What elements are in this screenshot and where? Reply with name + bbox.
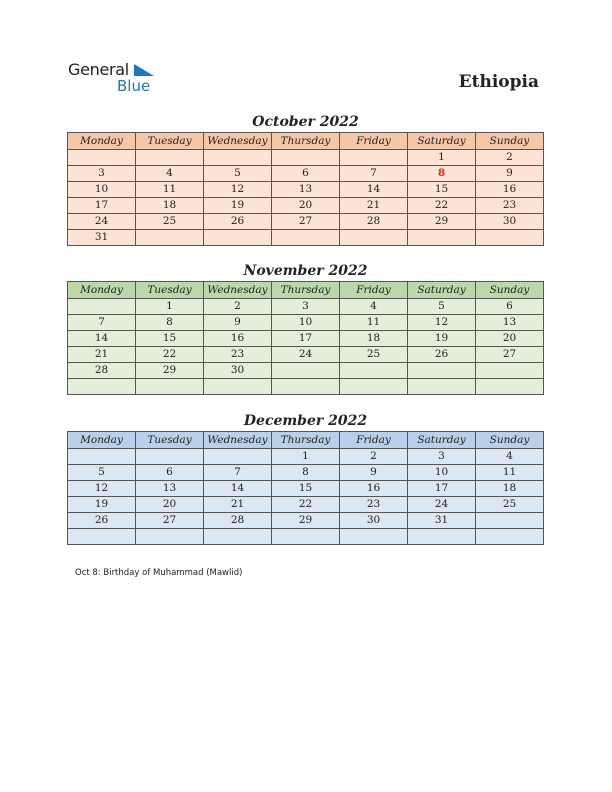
weekday-header-monday: Monday <box>68 432 136 449</box>
day-cell <box>68 150 136 166</box>
month-title: December 2022 <box>243 413 368 429</box>
day-cell: 4 <box>476 449 544 465</box>
week-row <box>68 198 544 214</box>
day-cell: 22 <box>136 347 204 363</box>
week-row <box>68 363 544 379</box>
day-cell: 29 <box>272 513 340 529</box>
weekday-header-monday: Monday <box>68 282 136 299</box>
day-cell: 1 <box>272 449 340 465</box>
day-cell <box>476 363 544 379</box>
weekday-header-wednesday: Wednesday <box>204 432 272 449</box>
calendar-table <box>67 431 544 545</box>
country-title: Ethiopia <box>458 72 539 92</box>
day-cell: 10 <box>408 465 476 481</box>
week-row <box>68 331 544 347</box>
day-cell: 31 <box>408 513 476 529</box>
day-cell: 18 <box>476 481 544 497</box>
day-cell: 11 <box>476 465 544 481</box>
day-cell: 6 <box>136 465 204 481</box>
day-cell <box>272 529 340 545</box>
day-cell: 10 <box>272 315 340 331</box>
day-cell: 6 <box>476 299 544 315</box>
week-row <box>68 230 544 246</box>
weekday-header-row <box>68 432 544 449</box>
day-cell <box>204 379 272 395</box>
day-cell: 27 <box>136 513 204 529</box>
day-cell: 21 <box>68 347 136 363</box>
day-cell <box>408 529 476 545</box>
day-cell <box>136 379 204 395</box>
day-cell: 9 <box>476 166 544 182</box>
day-cell: 6 <box>272 166 340 182</box>
day-cell: 16 <box>476 182 544 198</box>
weekday-header-monday: Monday <box>68 133 136 150</box>
day-cell: 25 <box>476 497 544 513</box>
day-cell: 19 <box>204 198 272 214</box>
weekday-header-sunday: Sunday <box>476 133 544 150</box>
day-cell: 20 <box>272 198 340 214</box>
month-october <box>67 112 544 246</box>
day-cell <box>476 529 544 545</box>
day-cell: 13 <box>272 182 340 198</box>
week-row <box>68 379 544 395</box>
day-cell: 14 <box>340 182 408 198</box>
weekday-header-row <box>68 133 544 150</box>
day-cell: 28 <box>204 513 272 529</box>
weekday-header-sunday: Sunday <box>476 432 544 449</box>
weekday-header-thursday: Thursday <box>272 432 340 449</box>
day-cell: 20 <box>136 497 204 513</box>
holiday-notes <box>75 568 242 578</box>
day-cell: 23 <box>340 497 408 513</box>
day-cell: 29 <box>408 214 476 230</box>
day-cell: 18 <box>340 331 408 347</box>
day-cell <box>340 379 408 395</box>
day-cell <box>136 230 204 246</box>
day-cell: 15 <box>136 331 204 347</box>
day-cell: 20 <box>476 331 544 347</box>
day-cell <box>68 299 136 315</box>
day-cell <box>408 230 476 246</box>
day-cell <box>272 230 340 246</box>
day-cell: 11 <box>136 182 204 198</box>
day-cell <box>340 529 408 545</box>
day-cell: 4 <box>136 166 204 182</box>
day-cell <box>204 150 272 166</box>
weekday-header-friday: Friday <box>340 432 408 449</box>
day-cell: 2 <box>340 449 408 465</box>
day-cell <box>476 379 544 395</box>
day-cell: 27 <box>476 347 544 363</box>
week-row <box>68 449 544 465</box>
day-cell: 22 <box>272 497 340 513</box>
day-cell: 30 <box>340 513 408 529</box>
day-cell: 7 <box>204 465 272 481</box>
day-cell: 16 <box>204 331 272 347</box>
day-cell: 8 <box>408 166 476 182</box>
day-cell <box>272 150 340 166</box>
day-cell <box>408 363 476 379</box>
day-cell: 7 <box>340 166 408 182</box>
month-title: October 2022 <box>252 114 359 130</box>
weekday-header-friday: Friday <box>340 282 408 299</box>
day-cell <box>136 529 204 545</box>
weekday-header-tuesday: Tuesday <box>136 282 204 299</box>
day-cell <box>340 150 408 166</box>
day-cell <box>68 379 136 395</box>
day-cell: 5 <box>408 299 476 315</box>
day-cell <box>340 363 408 379</box>
day-cell: 26 <box>68 513 136 529</box>
day-cell: 21 <box>204 497 272 513</box>
day-cell: 24 <box>272 347 340 363</box>
day-cell: 30 <box>476 214 544 230</box>
day-cell <box>272 379 340 395</box>
day-cell: 26 <box>408 347 476 363</box>
day-cell: 24 <box>68 214 136 230</box>
week-row <box>68 182 544 198</box>
day-cell <box>68 529 136 545</box>
day-cell <box>476 230 544 246</box>
day-cell: 17 <box>408 481 476 497</box>
day-cell: 19 <box>68 497 136 513</box>
weekday-header-tuesday: Tuesday <box>136 133 204 150</box>
week-row <box>68 513 544 529</box>
day-cell: 13 <box>476 315 544 331</box>
day-cell <box>136 449 204 465</box>
calendar-table <box>67 132 544 246</box>
day-cell: 15 <box>408 182 476 198</box>
week-row <box>68 315 544 331</box>
month-november <box>67 261 544 395</box>
week-row <box>68 481 544 497</box>
day-cell: 19 <box>408 331 476 347</box>
day-cell: 23 <box>204 347 272 363</box>
day-cell: 12 <box>408 315 476 331</box>
day-cell: 9 <box>340 465 408 481</box>
week-row <box>68 214 544 230</box>
day-cell: 3 <box>272 299 340 315</box>
day-cell: 12 <box>68 481 136 497</box>
day-cell: 18 <box>136 198 204 214</box>
day-cell: 5 <box>68 465 136 481</box>
day-cell: 21 <box>340 198 408 214</box>
logo-text-general: General <box>68 60 129 79</box>
day-cell: 1 <box>136 299 204 315</box>
week-row <box>68 150 544 166</box>
day-cell <box>272 363 340 379</box>
day-cell: 8 <box>272 465 340 481</box>
day-cell <box>204 529 272 545</box>
day-cell: 1 <box>408 150 476 166</box>
day-cell: 25 <box>136 214 204 230</box>
logo-triangle-icon <box>134 64 154 76</box>
weekday-header-wednesday: Wednesday <box>204 282 272 299</box>
holiday-note: Oct 8: Birthday of Muhammad (Mawlid) <box>75 568 243 578</box>
day-cell: 8 <box>136 315 204 331</box>
day-cell: 27 <box>272 214 340 230</box>
day-cell: 17 <box>272 331 340 347</box>
week-row <box>68 166 544 182</box>
weekday-header-thursday: Thursday <box>272 282 340 299</box>
day-cell: 5 <box>204 166 272 182</box>
weekday-header-sunday: Sunday <box>476 282 544 299</box>
day-cell: 13 <box>136 481 204 497</box>
day-cell: 15 <box>272 481 340 497</box>
day-cell: 29 <box>136 363 204 379</box>
weekday-header-wednesday: Wednesday <box>204 133 272 150</box>
day-cell: 24 <box>408 497 476 513</box>
day-cell <box>340 230 408 246</box>
day-cell: 7 <box>68 315 136 331</box>
week-row <box>68 529 544 545</box>
day-cell: 22 <box>408 198 476 214</box>
day-cell: 28 <box>340 214 408 230</box>
calendar-body <box>68 299 544 395</box>
day-cell <box>408 379 476 395</box>
day-cell: 11 <box>340 315 408 331</box>
week-row <box>68 347 544 363</box>
day-cell: 14 <box>204 481 272 497</box>
day-cell: 25 <box>340 347 408 363</box>
weekday-header-tuesday: Tuesday <box>136 432 204 449</box>
day-cell: 3 <box>68 166 136 182</box>
day-cell <box>136 150 204 166</box>
calendar-body <box>68 150 544 246</box>
day-cell: 3 <box>408 449 476 465</box>
day-cell: 10 <box>68 182 136 198</box>
month-december <box>67 411 544 545</box>
calendar-table <box>67 281 544 395</box>
week-row <box>68 465 544 481</box>
day-cell: 16 <box>340 481 408 497</box>
weekday-header-saturday: Saturday <box>408 133 476 150</box>
day-cell: 9 <box>204 315 272 331</box>
day-cell: 4 <box>340 299 408 315</box>
day-cell: 26 <box>204 214 272 230</box>
weekday-header-friday: Friday <box>340 133 408 150</box>
brand-logo <box>68 60 168 96</box>
day-cell: 2 <box>476 150 544 166</box>
day-cell: 12 <box>204 182 272 198</box>
day-cell: 31 <box>68 230 136 246</box>
day-cell: 17 <box>68 198 136 214</box>
logo-text-blue: Blue <box>117 77 151 95</box>
day-cell <box>68 449 136 465</box>
day-cell <box>204 230 272 246</box>
weekday-header-row <box>68 282 544 299</box>
day-cell: 2 <box>204 299 272 315</box>
day-cell <box>204 449 272 465</box>
day-cell <box>476 513 544 529</box>
day-cell: 14 <box>68 331 136 347</box>
week-row <box>68 497 544 513</box>
weekday-header-saturday: Saturday <box>408 432 476 449</box>
weekday-header-thursday: Thursday <box>272 133 340 150</box>
day-cell: 28 <box>68 363 136 379</box>
day-cell: 23 <box>476 198 544 214</box>
week-row <box>68 299 544 315</box>
day-cell: 30 <box>204 363 272 379</box>
calendar-body <box>68 449 544 545</box>
month-title: November 2022 <box>243 263 368 279</box>
weekday-header-saturday: Saturday <box>408 282 476 299</box>
